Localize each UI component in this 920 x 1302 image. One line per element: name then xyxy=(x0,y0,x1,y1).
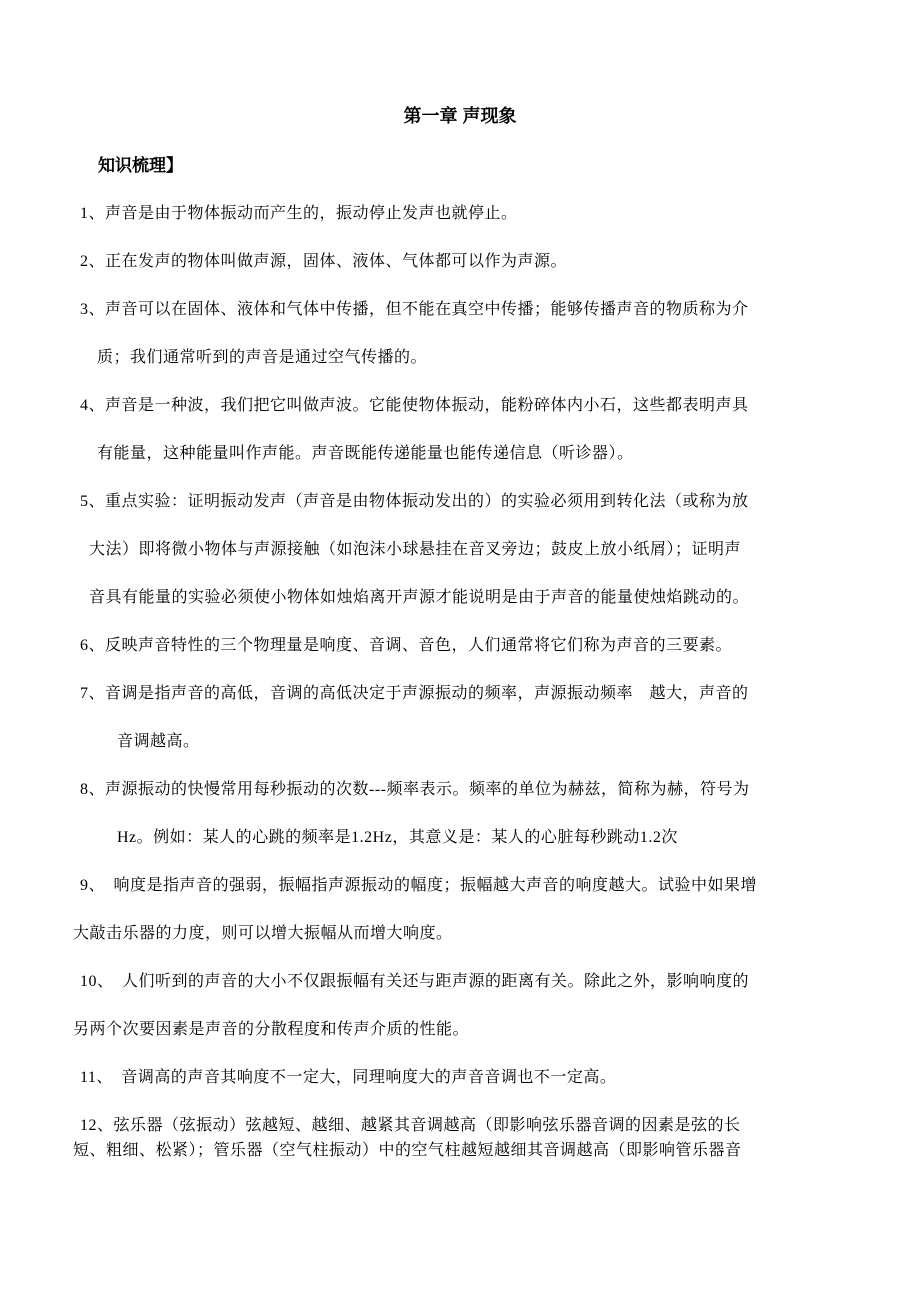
text-line: 3、声音可以在固体、液体和气体中传播，但不能在真空中传播；能够传播声音的物质称为介 xyxy=(80,301,749,318)
text-line: 12、弦乐器（弦振动）弦越短、越细、越紧其音调越高（即影响弦乐器音调的因素是弦的长 xyxy=(80,1117,741,1134)
text-line: 5、重点实验：证明振动发声（声音是由物体振动发出的）的实验必须用到转化法（或称为放 xyxy=(80,493,749,510)
list-item-12 xyxy=(0,1116,920,1161)
text-line: 9、 响度是指声音的强弱，振幅指声源振动的幅度；振幅越大声音的响度越大。试验中如果增 xyxy=(80,877,758,894)
text-line: 短、粗细、松紧）；管乐器（空气柱振动）中的空气柱越短越细其音调越高（即影响管乐器音 xyxy=(73,1142,742,1159)
list-item-8 xyxy=(0,780,920,848)
list-item-10 xyxy=(0,972,920,1040)
text-line: 音具有能量的实验必须使小物体如烛焰离开声源才能说明是由于声音的能量使烛焰跳动的。 xyxy=(89,589,750,606)
text-line: 7、音调是指声音的高低，音调的高低决定于声源振动的频率，声源振动频率 越大，声音的 xyxy=(80,685,749,702)
text-line: 质；我们通常听到的声音是通过空气传播的。 xyxy=(97,349,428,366)
list-item-5 xyxy=(0,492,920,608)
list-item-2 xyxy=(0,252,920,272)
list-item-7 xyxy=(0,684,920,752)
list-item-3 xyxy=(0,300,920,368)
text-line: 另两个次要因素是声音的分散程度和传声介质的性能。 xyxy=(73,1021,470,1038)
text-line: 6、反映声音特性的三个物理量是响度、音调、音色，人们通常将它们称为声音的三要素。 xyxy=(80,637,733,654)
text-line: 2、正在发声的物体叫做声源，固体、液体、气体都可以作为声源。 xyxy=(80,253,568,270)
text-line: 大敲击乐器的力度，则可以增大振幅从而增大响度。 xyxy=(73,925,453,942)
text-line: Hz。例如：某人的心跳的频率是1.2Hz，其意义是：某人的心脏每秒跳动1.2次 xyxy=(117,829,678,846)
list-item-1 xyxy=(0,204,920,224)
text-line: 11、 音调高的声音其响度不一定大，同理响度大的声音音调也不一定高。 xyxy=(80,1069,617,1086)
text-line: 4、声音是一种波，我们把它叫做声波。它能使物体振动，能粉碎体内小石，这些都表明声具 xyxy=(80,397,749,414)
section-header: 知识梳理】 xyxy=(98,156,183,175)
text-line: 大法）即将微小物体与声源接触（如泡沫小球悬挂在音叉旁边；鼓皮上放小纸屑）；证明声 xyxy=(89,541,742,558)
text-line: 8、声源振动的快慢常用每秒振动的次数---频率表示。频率的单位为赫兹，简称为赫，符号为 xyxy=(80,781,750,798)
list-item-6 xyxy=(0,636,920,656)
list-item-11 xyxy=(0,1068,920,1088)
text-line: 音调越高。 xyxy=(117,733,200,750)
text-line: 10、 人们听到的声音的大小不仅跟振幅有关还与距声源的距离有关。除此之外，影响响度的 xyxy=(80,973,750,990)
page-title: 第一章 声现象 xyxy=(403,106,517,126)
list-item-9 xyxy=(0,876,920,944)
list-item-4 xyxy=(0,396,920,464)
text-line: 1、声音是由于物体振动而产生的，振动停止发声也就停止。 xyxy=(80,205,518,222)
text-line: 有能量，这种能量叫作声能。声音既能传递能量也能传递信息（听诊器）。 xyxy=(97,445,634,462)
